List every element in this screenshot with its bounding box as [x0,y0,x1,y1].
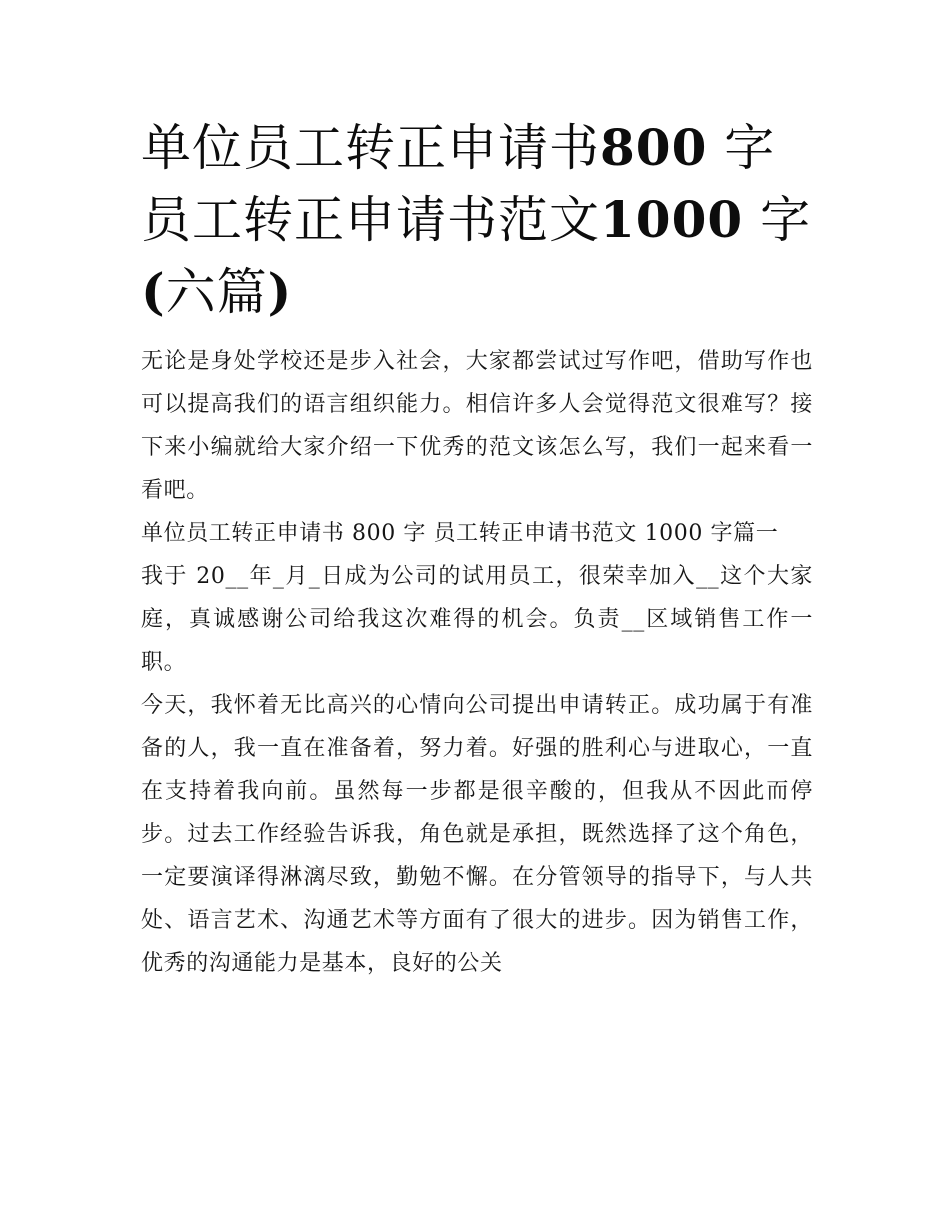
title-number-800: 800 [600,118,708,177]
title-part-3: 字 [743,191,812,249]
section-heading: 单位员工转正申请书 800 字 员工转正申请书范文 1000 字篇一 [141,521,779,546]
title-number-1000: 1000 [600,190,744,249]
title-part-2: 字 员工转正申请书范文 [141,119,776,249]
title-paren-open: ( [141,262,166,321]
document-body [141,112,813,985]
document-title [141,112,813,328]
title-part-1: 单位员工转正申请书 [141,119,600,177]
intro-paragraph: 无论是身处学校还是步入社会，大家都尝试过写作吧，借助写作也可以提高我们的语言组织能力。相信许多人会觉得范文很难写？接下来小编就给大家介绍一下优秀的范文该怎么写，我们一起来看一看吧。 [141,349,813,503]
body-paragraph-1: 我于 20__年_月_日成为公司的试用员工，很荣幸加入__这个大家庭，真诚感谢公司给我这次难得的机会。负责__区域销售工作一职。 [141,564,813,675]
body-paragraph-2: 今天，我怀着无比高兴的心情向公司提出申请转正。成功属于有准备的人，我一直在准备着，努力着。好强的胜利心与进取心，一直在支持着我向前。虽然每一步都是很辛酸的，但我从不因此而停步。过去工作经验告诉我，角色就是承担，既然选择了这个角色，一定要演译得淋漓尽致，勤勉不懈。在分管领导的指导下，与人共处、语言艺术、沟通艺术等方面有了很大的进步。因为销售工作，优秀的沟通能力是基本，良好的公关 [141,693,813,976]
title-part-4: 六篇 [165,263,268,321]
title-paren-close: ) [267,262,293,321]
